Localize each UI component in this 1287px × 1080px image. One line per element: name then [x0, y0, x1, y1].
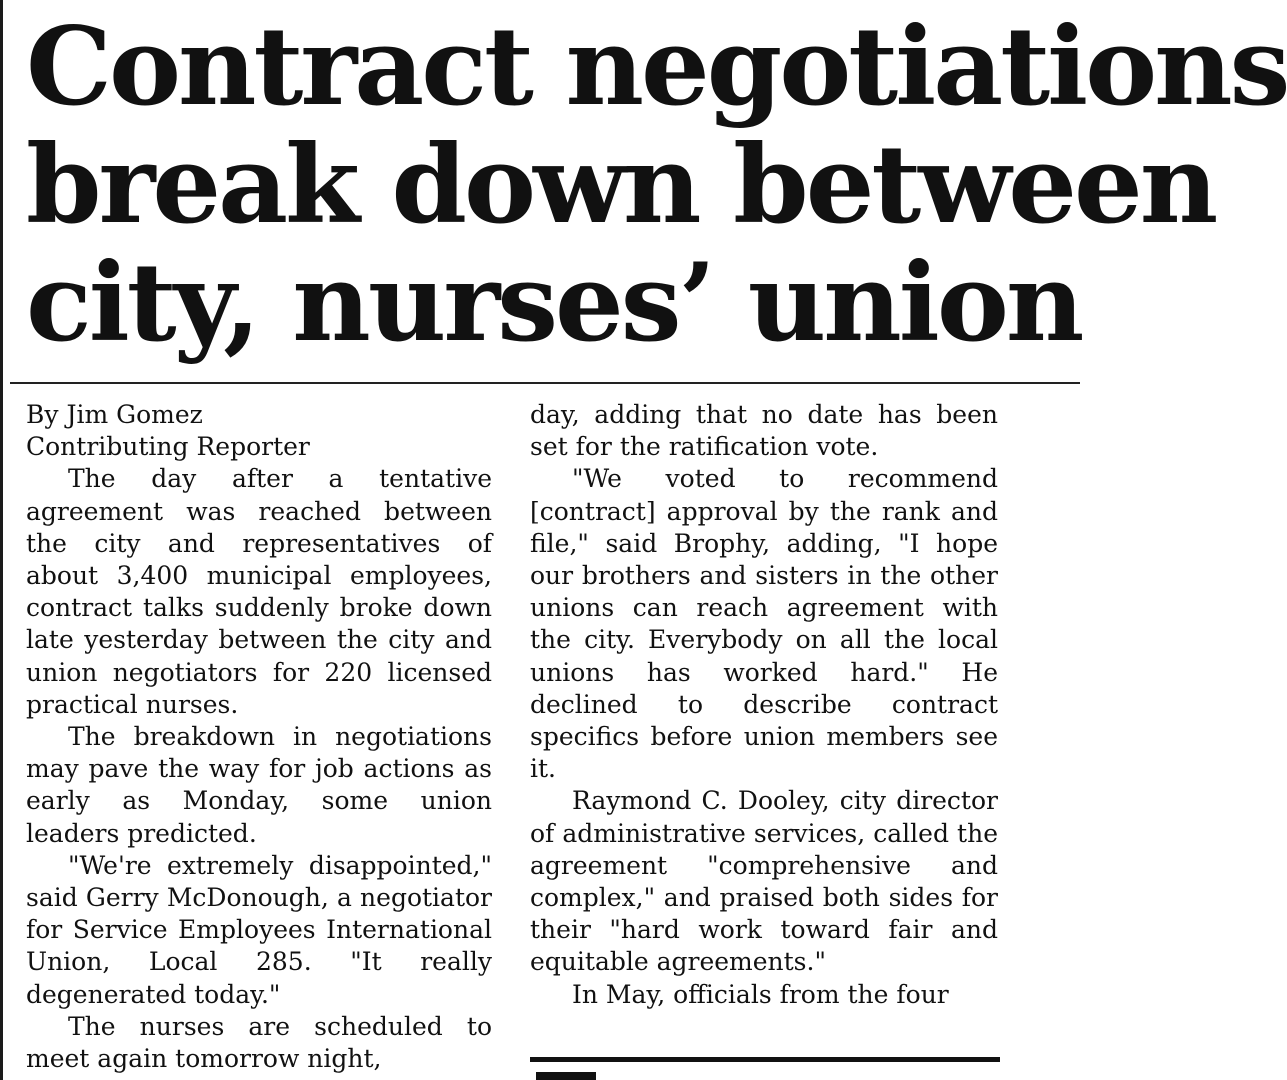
headline-line-1: Contract negotiations: [26, 4, 1287, 130]
headline-line-2: break down between: [26, 122, 1216, 248]
paragraph-continued: day, adding that no date has been set for the ratification vote.: [530, 400, 998, 462]
paragraph: "We voted to recommend [contract] approval by the rank and file," said Brophy, adding, "I hope our brothers and sisters in the other unions can reach agreement with the city. Everybody on all the local unions has worked hard." He declined to describe contract specifics before union members see it.: [530, 464, 998, 784]
column-divider-rule: [530, 1057, 1000, 1062]
paragraph: The day after a tentative agreement was reached between the city and representatives of about 3,400 municipal employees, contract talks suddenly broke down late yesterday between the city and union negotiators for 220 licensed practical nurses.: [26, 464, 492, 719]
byline-role: Contributing Reporter: [26, 432, 310, 462]
next-headline-fragment: [536, 1072, 596, 1080]
paragraph: In May, officials from the four: [572, 979, 949, 1009]
paragraph: Raymond C. Dooley, city director of administrative services, called the agreement "comprehensive and complex," and praised both sides for their "hard work toward fair and equitable agreements.": [530, 786, 998, 977]
article-column-right: [530, 399, 998, 1011]
article-column-left: [26, 399, 492, 1075]
paragraph: "We're extremely disappointed," said Gerry McDonough, a negotiator for Service Employees International Union, Local 285. "It really degenerated today.": [26, 850, 492, 1009]
byline-author: By Jim Gomez: [26, 400, 203, 429]
page-edge-rule: [0, 0, 3, 1080]
paragraph: The nurses are scheduled to meet again tomorrow night,: [26, 1011, 492, 1074]
byline: [26, 399, 492, 463]
headline: [26, 4, 1287, 366]
headline-line-3: city, nurses’ union: [26, 240, 1082, 366]
headline-divider: [10, 382, 1080, 384]
paragraph: The breakdown in negotiations may pave the way for job actions as early as Monday, some union leaders predicted.: [26, 722, 492, 848]
